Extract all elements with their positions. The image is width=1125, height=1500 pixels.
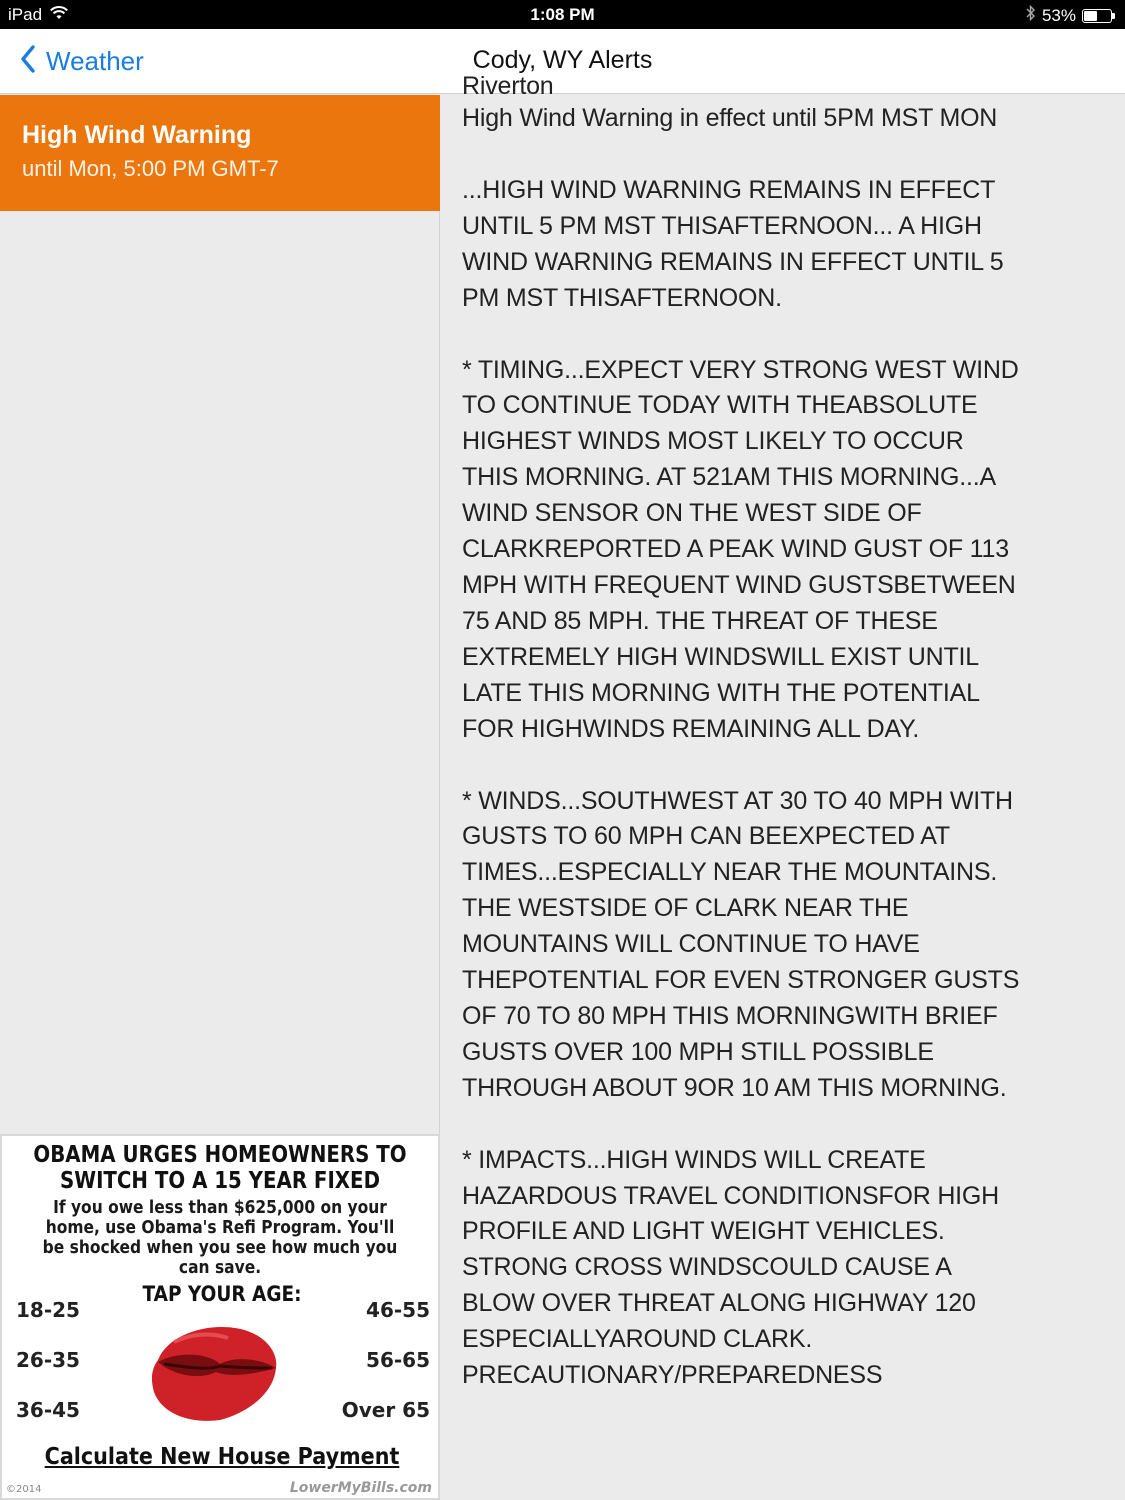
detail-paragraph: * IMPACTS...HIGH WINDS WILL CREATE HAZARDOUS TRAVEL CONDITIONSFOR HIGH PROFILE AND LIGHT WEIGHT VEHICLES. STRONG CROSS WINDSCOULD CAUSE A BLOW OVER THREAT ALONG HIGHWAY 120 ESPECIALLYAROUND CLARK. PRECAUTIONARY/PREPAREDNESS xyxy=(462,1145,1000,1390)
alert-item-high-wind-warning[interactable] xyxy=(0,95,440,211)
ad-cta-link[interactable]: Calculate New House Payment xyxy=(44,1444,400,1470)
back-button-label: Weather xyxy=(46,46,144,76)
detail-paragraph: * WINDS...SOUTHWEST AT 30 TO 40 MPH WITH GUSTS TO 60 MPH CAN BEEXPECTED AT TIMES...ESPECIALLY NEAR THE MOUNTAINS. THE WESTSIDE OF CLARK NEAR THE MOUNTAINS WILL CONTINUE TO HAVE THEPOTENTIAL FOR EVEN STRONGER GUSTS OF 70 TO 80 MPH THIS MORNINGWITH BRIEF GUSTS OVER 100 MPH STILL POSSIBLE THROUGH ABOUT 9OR 10 AM THIS MORNING. xyxy=(462,786,1020,1102)
alert-detail-text xyxy=(462,71,1022,1430)
detail-cutoff-line: Riverton xyxy=(462,72,554,100)
ad-age-option[interactable]: 18-25 xyxy=(16,1298,80,1322)
page-title: Cody, WY Alerts xyxy=(472,46,653,74)
ad-age-option[interactable]: 46-55 xyxy=(366,1298,430,1322)
bluetooth-icon xyxy=(1026,5,1036,26)
ad-headline: OBAMA URGES HOMEOWNERS TO SWITCH TO A 15 YEAR FIXED xyxy=(33,1142,407,1194)
ad-age-option[interactable]: 26-35 xyxy=(16,1348,80,1372)
battery-icon xyxy=(1082,9,1115,23)
lips-icon xyxy=(150,1320,280,1424)
ad-tap-prompt: TAP YOUR AGE: xyxy=(142,1282,302,1306)
detail-paragraph: ...HIGH WIND WARNING REMAINS IN EFFECT UNTIL 5 PM MST THISAFTERNOON... A HIGH WIND WARNING REMAINS IN EFFECT UNTIL 5 PM MST THISAFTERNOON. xyxy=(462,175,1004,312)
detail-paragraph: * TIMING...EXPECT VERY STRONG WEST WIND TO CONTINUE TODAY WITH THEABSOLUTE HIGHEST WINDS MOST LIKELY TO OCCUR THIS MORNING. AT 521AM THIS MORNING...A WIND SENSOR ON THE WEST SIDE OF CLARKREPORTED A PEAK WIND GUST OF 113 MPH WITH FREQUENT WIND GUSTSBETWEEN 75 AND 85 MPH. THE THREAT OF THESE EXTREMELY HIGH WINDSWILL EXIST UNTIL LATE THIS MORNING WITH THE POTENTIAL FOR HIGHWINDS REMAINING ALL DAY. xyxy=(462,355,1019,743)
ad-age-option[interactable]: 56-65 xyxy=(366,1348,430,1372)
status-bar xyxy=(0,0,1125,29)
ad-body: If you owe less than $625,000 on your home, use Obama's Refi Program. You'll be shocked when you see how much you can save. xyxy=(42,1197,398,1278)
battery-level xyxy=(1084,11,1097,21)
ad-copyright: ©2014 xyxy=(6,1484,42,1495)
alert-expiry: until Mon, 5:00 PM GMT-7 xyxy=(22,156,279,181)
alert-detail-pane[interactable] xyxy=(441,72,1125,1500)
device-name: iPad xyxy=(8,5,43,24)
ad-brand-logo: LowerMyBills.com xyxy=(289,1480,432,1496)
clock: 1:08 PM xyxy=(530,5,595,24)
advertisement-banner[interactable] xyxy=(0,1134,440,1500)
alert-title: High Wind Warning xyxy=(22,121,252,149)
ad-age-option[interactable]: Over 65 xyxy=(341,1398,430,1422)
ad-age-option[interactable]: 36-45 xyxy=(16,1398,80,1422)
detail-paragraph: High Wind Warning in effect until 5PM MST MON xyxy=(462,104,998,132)
battery-percent: 53% xyxy=(1041,5,1076,25)
